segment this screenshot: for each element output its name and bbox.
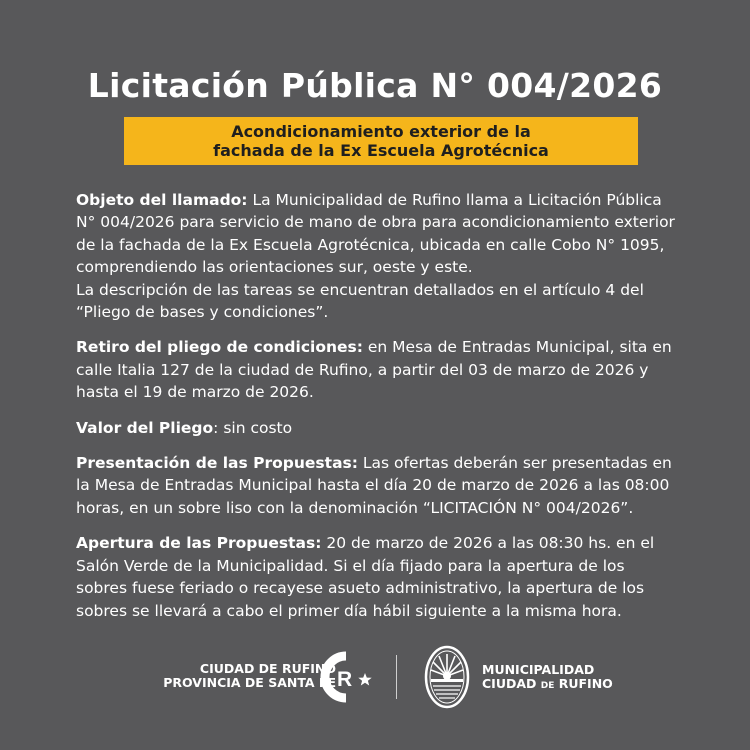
muni-line-2 bbox=[482, 677, 613, 693]
section-label: Apertura de las Propuestas: bbox=[76, 534, 322, 553]
section-extra-text: La descripción de las tareas se encuentran detallados en el artículo 4 del “Pliego de bases y condiciones”. bbox=[76, 280, 644, 322]
section-presentacion bbox=[76, 452, 676, 519]
section-label: Objeto del llamado: bbox=[76, 191, 248, 209]
subtitle-banner bbox=[124, 117, 638, 165]
section-valor bbox=[76, 417, 676, 439]
section-label: Presentación de las Propuestas: bbox=[76, 454, 358, 473]
section-retiro bbox=[76, 336, 676, 403]
section-text: : sin costo bbox=[213, 418, 293, 437]
section-text: 20 de marzo de 2026 a las 08:30 hs. en el Salón Verde de la Municipalidad. Si el día fijado para la apertura de los sobres fuese feriado o recayese asueto administrativo, la apertura de los sobres se llevará a cabo el primer día hábil siguiente a la misma hora. bbox=[76, 534, 655, 620]
city-line-2: PROVINCIA DE SANTA FE bbox=[163, 675, 336, 690]
subtitle-line-1: Acondicionamiento exterior de la bbox=[231, 122, 531, 141]
section-text: La Municipalidad de Rufino llama a Licitación Pública N° 004/2026 para servicio de mano de obra para acondicionamiento exterior de la fachada de la Ex Escuela Agrotécnica, ubicada en calle Cobo N° 1095, comprendiendo las orientaciones sur, oeste y este. bbox=[76, 191, 675, 277]
logo-divider bbox=[396, 655, 397, 699]
subtitle-line-2: fachada de la Ex Escuela Agrotécnica bbox=[213, 141, 549, 160]
section-text: Las ofertas deberán ser presentadas en la Mesa de Entradas Municipal hasta el día 20 de marzo de 2026 a las 08:00 horas, en un sobre liso con la denominación “LICITACIÓN N° 004/2026”. bbox=[76, 454, 672, 517]
municipality-name-text bbox=[482, 663, 613, 693]
muni-line-2a: CIUDAD bbox=[482, 676, 541, 691]
section-label: Valor del Pliego bbox=[76, 418, 214, 437]
notice-body bbox=[76, 189, 676, 635]
muni-line-2-de: DE bbox=[540, 681, 555, 691]
section-objeto bbox=[76, 189, 676, 323]
section-label: Retiro del pliego de condiciones: bbox=[76, 338, 363, 357]
city-logo-letter: R bbox=[337, 668, 353, 691]
muni-line-2b: RUFINO bbox=[554, 676, 613, 691]
section-apertura bbox=[76, 532, 676, 622]
section-text: en Mesa de Entradas Municipal, sita en calle Italia 127 de la ciudad de Rufino, a partir del 03 de marzo de 2026 y hasta el 19 de marzo de 2026. bbox=[76, 338, 672, 402]
city-line-1: CIUDAD DE RUFINO bbox=[199, 661, 336, 676]
footer bbox=[0, 645, 750, 709]
muni-line-1: MUNICIPALIDAD bbox=[482, 662, 595, 677]
city-logo-icon bbox=[311, 649, 373, 705]
page-title: Licitación Pública N° 004/2026 bbox=[87, 66, 663, 105]
municipal-shield-icon bbox=[424, 645, 470, 709]
